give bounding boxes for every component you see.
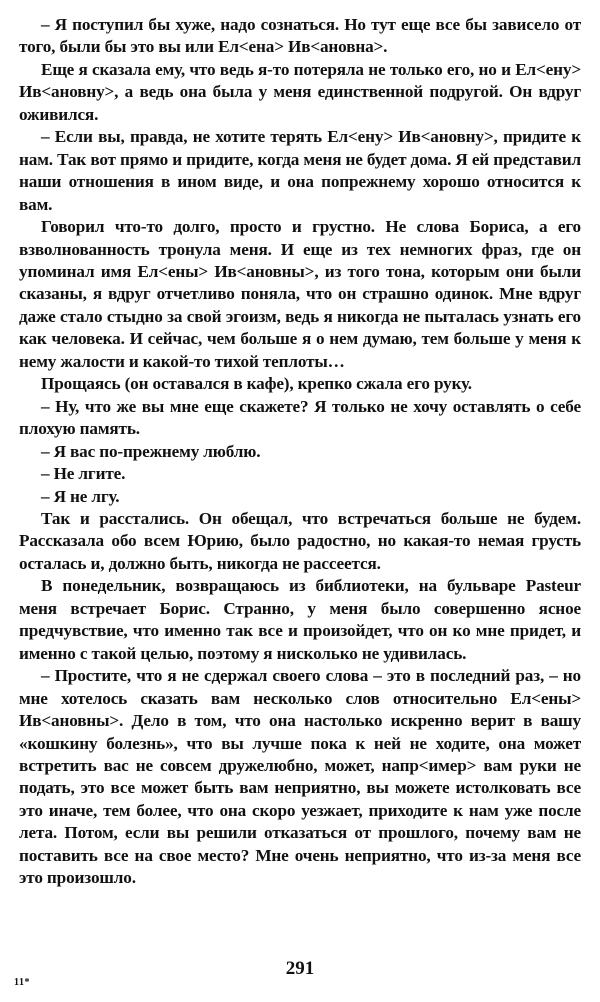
paragraph: – Я вас по-прежнему люблю. xyxy=(41,441,261,461)
paragraph: Прощаясь (он оставался в кафе), крепко сжала его руку. xyxy=(41,374,472,394)
paragraph: Так и расстались. Он обещал, что встречаться больше не будем. Рассказала обо всем Юрию, было радостно, но какая-то немая грусть осталась и, должно быть, никогда не рассеется. xyxy=(19,508,581,573)
paragraph: – Ну, что же вы мне еще скажете? Я только не хочу оставлять о себе плохую память. xyxy=(19,396,581,439)
paragraph: Еще я сказала ему, что ведь я-то потеряла не только его, но и Ел<ену> Ив<ановну>, а ведь она была у меня единственной подругой. Он вдруг оживился. xyxy=(19,59,581,124)
paragraph: – Я не лгу. xyxy=(41,486,120,506)
paragraph: – Простите, что я не сдержал своего слова – это в последний раз, – но мне хотелось сказать вам несколько слов относительно Ел<ены> Ив<ановны>. Дело в том, что она настолько искренно верит в вашу «кошкину болезнь», что вы лучше пока к ней не ходите, она может встретить вас не совсем дружелюбно, может, напр<имер> вам руки не подать, это все может быть вам неприятно, вы можете истолковать все это иначе, тем более, что она скоро уезжает, приходите к нам уже после лета. Потом, если вы решили отказаться от прошлого, почему вам не поставить все на свое место? Мне очень неприятно, что из-за меня все это произошло. xyxy=(19,666,581,888)
paragraph: В понедельник, возвращаюсь из библиотеки, на бульваре Pasteur меня встречает Борис. Странно, у меня было совершенно ясное предчувствие, что именно так все и произойдет, что он ко мне придет, и именно с такой целью, поэтому я нисколько не удивилась. xyxy=(19,576,581,663)
paragraph: – Если вы, правда, не хотите терять Ел<ену> Ив<ановну>, придите к нам. Так вот прямо и придите, когда меня не будет дома. Я ей представил наши отношения в ином виде, и она попрежнему хорошо относится к вам. xyxy=(19,127,581,214)
page-number: 291 xyxy=(285,958,315,979)
paragraph: – Я поступил бы хуже, надо сознаться. Но тут еще все бы зависело от того, были бы это вы или Ел<ена> Ив<ановна>. xyxy=(19,15,581,57)
signature-mark: 11* xyxy=(14,977,30,988)
paragraph: – Не лгите. xyxy=(41,464,126,484)
paragraph: Говорил что-то долго, просто и грустно. Не слова Бориса, а его взволнованность тронула меня. И еще из тех немногих фраз, где он упоминал имя Ел<ены> Ив<ановны>, из того тона, которым они были сказаны, я вдруг отчетливо поняла, что он страшно одинок. Мне вдруг даже стало стыдно за свой эгоизм, ведь я никогда не пыталась узнать его как человека. И сейчас, чем больше я о нем думаю, тем больше у меня к нему жалости и какой-то тихой теплоты… xyxy=(19,217,581,371)
page-text xyxy=(19,14,581,890)
